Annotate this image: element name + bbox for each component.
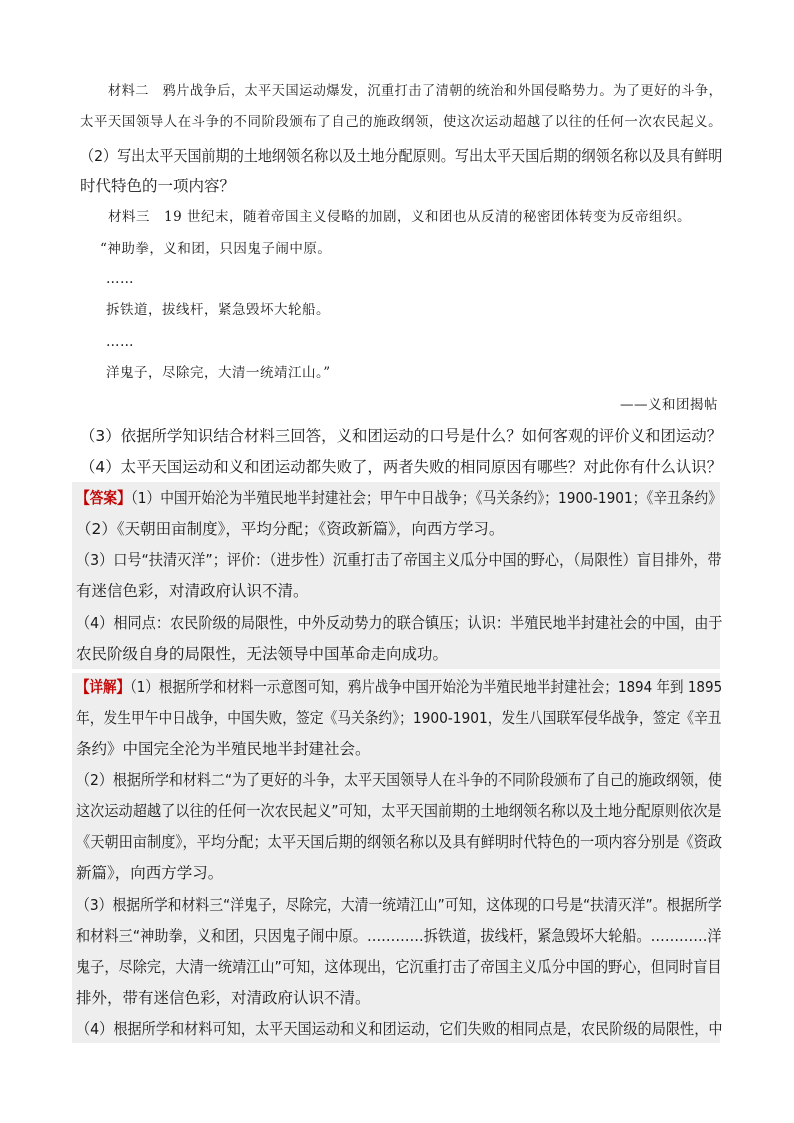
material3-verse-3: 洋鬼子，尽除完，大清一统靖江山。” (106, 365, 331, 381)
detail-1-line-1 (76, 676, 722, 698)
question-2-line-1: （2）写出太平天国前期的土地纲领名称以及土地分配原则。写出太平天国后期的纲领名称以及具有鲜明 (80, 147, 723, 165)
answer-1: （1）中国开始沦为半殖民地半封建社会；甲午中日战争；《马关条约》；1900-1901；《辛丑条约》 (130, 489, 722, 507)
question-2-line-2: 时代特色的一项内容？ (80, 177, 236, 195)
material2-line-1: 材料二 鸦片战争后，太平天国运动爆发，沉重打击了清朝的统治和外国侵略势力。为了更好的斗争， (108, 83, 723, 99)
material3-verse-2: 拆铁道，拔线杆，紧急毁坏大轮船。 (106, 302, 330, 318)
material3-ellipsis-2: …… (106, 334, 134, 350)
detail-tag: 【详解】 (76, 678, 131, 696)
question-4: （4）太平天国运动和义和团运动都失败了，两者失败的相同原因有哪些？对此你有什么认识？ (80, 458, 723, 476)
material3-source: ——义和团揭帖 (620, 397, 718, 413)
detail-1-line-3: 条约》中国完全沦为半殖民地半封建社会。 (76, 740, 371, 758)
detail-2-line-3: 《天朝田亩制度》，平均分配；太平天国后期的纲领名称以及具有鲜明时代特色的一项内容分别是《资政 (76, 833, 723, 851)
answer-4-line-1: （4）相同点：农民阶级的局限性，中外反动势力的联合镇压；认识：半殖民地半封建社会的中国，由于 (76, 614, 723, 632)
detail-2-line-4: 新篇》，向西方学习。 (76, 864, 224, 882)
detail-3-line-2: 和材料三“神助拳，义和团，只因鬼子闹中原。…………拆铁道，拔线杆，紧急毁坏大轮船。…………洋 (76, 927, 722, 945)
material2-line-2: 太平天国领导人在斗争的不同阶段颁布了自己的施政纲领，使这次运动超越了以往的任何一次农民起义。 (80, 114, 723, 130)
detail-1-line-2: 年，发生甲午中日战争，中国失败，签定《马关条约》；1900-1901，发生八国联军侵华战争，签定《辛丑 (76, 709, 722, 727)
detail-1: （1）根据所学和材料一示意图可知，鸦片战争中国开始沦为半殖民地半封建社会；1894 年到 1895 (130, 678, 723, 696)
answer-line-1 (76, 487, 722, 509)
answer-3-line-1: （3）口号“扶清灭洋”；评价：（进步性）沉重打击了帝国主义瓜分中国的野心，（局限性）盲目排外，带 (76, 551, 722, 569)
detail-3-line-3: 鬼子，尽除完，大清一统靖江山”可知，这体现出，它沉重打击了帝国主义瓜分中国的野心，但同时盲目 (76, 958, 722, 976)
answer-4-line-2: 农民阶级自身的局限性，无法领导中国革命走向成功。 (76, 645, 449, 663)
detail-3-line-4: 排外，带有迷信色彩，对清政府认识不清。 (76, 989, 371, 1007)
detail-2-line-2: 这次运动超越了以往的任何一次农民起义”可知，太平天国前期的土地纲领名称以及土地分配原则依次是 (76, 802, 722, 820)
answer-2: （2）《天朝田亩制度》，平均分配；《资政新篇》，向西方学习。 (76, 520, 505, 538)
material3-ellipsis-1: …… (106, 271, 134, 287)
answer-block (72, 482, 720, 669)
detail-3-line-1: （3）根据所学和材料三“洋鬼子，尽除完，大清一统靖江山”可知，这体现的口号是“扶清灭洋”。根据所学 (76, 896, 722, 914)
material3-intro: 材料三 19 世纪末，随着帝国主义侵略的加剧，义和团也从反清的秘密团体转变为反帝组织。 (108, 209, 691, 225)
detail-4-line-1: （4）根据所学和材料可知，太平天国运动和义和团运动，它们失败的相同点是，农民阶级的局限性，中 (76, 1020, 723, 1038)
material3-verse-1: “神助拳，义和团，只因鬼子闹中原。 (100, 241, 332, 257)
answer-3-line-2: 有迷信色彩，对清政府认识不清。 (76, 582, 309, 600)
detail-2-line-1: （2）根据所学和材料二“为了更好的斗争，太平天国领导人在斗争的不同阶段颁布了自己的施政纲领，使 (76, 771, 723, 789)
question-3: （3）依据所学知识结合材料三回答，义和团运动的口号是什么？如何客观的评价义和团运动？ (80, 427, 723, 445)
answer-tag: 【答案】 (76, 489, 131, 507)
